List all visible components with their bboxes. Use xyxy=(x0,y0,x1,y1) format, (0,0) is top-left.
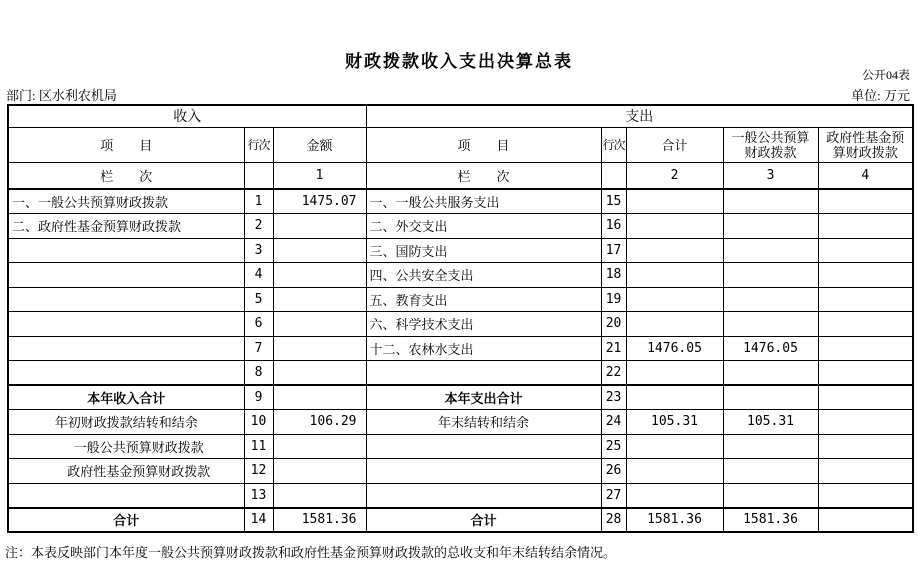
table-row xyxy=(8,410,913,435)
expense-general-budget-header: 一般公共预算财政拨款 xyxy=(723,127,818,162)
expense-row-number-cell: 28 xyxy=(601,508,626,533)
expense-general-cell xyxy=(723,483,818,508)
expense-total-cell xyxy=(626,385,723,410)
expense-row-number-cell: 18 xyxy=(601,263,626,288)
income-item-cell: 年初财政拨款结转和结余 xyxy=(8,410,244,435)
income-row-number-cell: 4 xyxy=(244,263,273,288)
expense-fund-cell xyxy=(818,214,913,239)
expense-total-cell xyxy=(626,361,723,386)
expense-general-cell: 1581.36 xyxy=(723,508,818,533)
expense-item-cell: 年末结转和结余 xyxy=(366,410,601,435)
income-amount-cell xyxy=(273,483,366,508)
income-row-number-cell: 7 xyxy=(244,336,273,361)
income-item-cell xyxy=(8,361,244,386)
table-row xyxy=(8,385,913,410)
income-item-cell: 政府性基金预算财政拨款 xyxy=(8,459,244,484)
expense-total-cell xyxy=(626,459,723,484)
unit-label: 单位: 万元 xyxy=(851,88,910,103)
expense-item-cell xyxy=(366,434,601,459)
expense-item-cell: 十二、农林水支出 xyxy=(366,336,601,361)
income-amount-cell xyxy=(273,312,366,337)
table-row xyxy=(8,361,913,386)
expense-item-cell xyxy=(366,459,601,484)
expense-total-cell xyxy=(626,238,723,263)
income-amount-cell: 1475.07 xyxy=(273,189,366,214)
section-header-row xyxy=(8,105,913,127)
footnote: 注：本表反映部门本年度一般公共预算财政拨款和政府性基金预算财政拨款的总收支和年末结转结余情况。 xyxy=(5,545,617,560)
expense-row-number-cell: 16 xyxy=(601,214,626,239)
expense-item-cell xyxy=(366,483,601,508)
table-row xyxy=(8,214,913,239)
budget-summary-table xyxy=(7,104,914,533)
expense-row-number-cell: 20 xyxy=(601,312,626,337)
expense-row-number-cell: 26 xyxy=(601,459,626,484)
income-item-cell xyxy=(8,336,244,361)
expense-fund-cell xyxy=(818,434,913,459)
expense-fund-cell xyxy=(818,287,913,312)
table-row xyxy=(8,312,913,337)
expense-fund-cell xyxy=(818,508,913,533)
expense-general-cell xyxy=(723,385,818,410)
expense-column-index-label: 栏 次 xyxy=(366,162,601,189)
income-row-number-cell: 14 xyxy=(244,508,273,533)
table-body xyxy=(8,189,913,532)
column-header-row xyxy=(8,127,913,162)
expense-row-number-cell: 19 xyxy=(601,287,626,312)
expense-fund-cell xyxy=(818,336,913,361)
table-row xyxy=(8,263,913,288)
expense-general-cell xyxy=(723,238,818,263)
expense-item-cell: 合计 xyxy=(366,508,601,533)
expense-total-index: 2 xyxy=(626,162,723,189)
income-row-number-cell: 9 xyxy=(244,385,273,410)
expense-row-number-cell: 23 xyxy=(601,385,626,410)
income-amount-cell: 106.29 xyxy=(273,410,366,435)
income-item-cell xyxy=(8,263,244,288)
income-row-number-cell: 5 xyxy=(244,287,273,312)
form-code-label: 公开04表 xyxy=(861,68,910,82)
expense-general-cell xyxy=(723,189,818,214)
income-amount-cell xyxy=(273,361,366,386)
income-row-number-cell: 2 xyxy=(244,214,273,239)
expense-row-number-cell: 25 xyxy=(601,434,626,459)
income-row-number-cell: 6 xyxy=(244,312,273,337)
expense-general-cell xyxy=(723,287,818,312)
expense-rowno-header: 行次 xyxy=(601,127,626,162)
income-item-cell: 本年收入合计 xyxy=(8,385,244,410)
expense-general-cell xyxy=(723,361,818,386)
expense-fund-cell xyxy=(818,189,913,214)
income-item-cell xyxy=(8,287,244,312)
income-section-header: 收入 xyxy=(8,105,366,127)
income-amount-cell xyxy=(273,336,366,361)
expense-gov-fund-header: 政府性基金预算财政拨款 xyxy=(818,127,913,162)
income-item-cell xyxy=(8,312,244,337)
income-amount-cell xyxy=(273,287,366,312)
expense-fund-cell xyxy=(818,361,913,386)
expense-item-header: 项 目 xyxy=(366,127,601,162)
income-row-number-cell: 10 xyxy=(244,410,273,435)
expense-row-number-cell: 17 xyxy=(601,238,626,263)
expense-general-cell: 1476.05 xyxy=(723,336,818,361)
income-item-header: 项 目 xyxy=(8,127,244,162)
expense-fund-cell xyxy=(818,410,913,435)
income-row-number-cell: 1 xyxy=(244,189,273,214)
expense-general-cell xyxy=(723,214,818,239)
expense-general-cell xyxy=(723,434,818,459)
income-rowno-header: 行次 xyxy=(244,127,273,162)
income-row-number-cell: 8 xyxy=(244,361,273,386)
expense-fund-cell xyxy=(818,459,913,484)
expense-fund-cell xyxy=(818,483,913,508)
income-amount-cell xyxy=(273,238,366,263)
expense-general-cell xyxy=(723,263,818,288)
expense-column-index-rowno-cell xyxy=(601,162,626,189)
table-row xyxy=(8,459,913,484)
income-item-cell: 合计 xyxy=(8,508,244,533)
expense-row-number-cell: 27 xyxy=(601,483,626,508)
expense-row-number-cell: 24 xyxy=(601,410,626,435)
income-amount-header: 金额 xyxy=(273,127,366,162)
expense-general-index: 3 xyxy=(723,162,818,189)
table-row xyxy=(8,508,913,533)
expense-item-cell: 二、外交支出 xyxy=(366,214,601,239)
table-row xyxy=(8,287,913,312)
expense-total-cell: 1581.36 xyxy=(626,508,723,533)
income-item-cell: 一般公共预算财政拨款 xyxy=(8,434,244,459)
expense-total-cell xyxy=(626,434,723,459)
income-amount-cell xyxy=(273,434,366,459)
expense-item-cell: 六、科学技术支出 xyxy=(366,312,601,337)
expense-item-cell: 四、公共安全支出 xyxy=(366,263,601,288)
expense-fund-cell xyxy=(818,385,913,410)
expense-total-header: 合计 xyxy=(626,127,723,162)
expense-total-cell xyxy=(626,263,723,288)
expense-row-number-cell: 22 xyxy=(601,361,626,386)
table-row xyxy=(8,434,913,459)
expense-fund-cell xyxy=(818,312,913,337)
expense-fund-index: 4 xyxy=(818,162,913,189)
expense-general-cell xyxy=(723,459,818,484)
income-item-cell xyxy=(8,483,244,508)
table-row xyxy=(8,336,913,361)
expense-total-cell xyxy=(626,189,723,214)
income-row-number-cell: 13 xyxy=(244,483,273,508)
department-label: 部门: 区水利农机局 xyxy=(6,88,117,103)
expense-fund-cell xyxy=(818,238,913,263)
expense-section-header: 支出 xyxy=(366,105,913,127)
expense-item-cell: 三、国防支出 xyxy=(366,238,601,263)
income-item-cell: 二、政府性基金预算财政拨款 xyxy=(8,214,244,239)
income-column-index-label: 栏 次 xyxy=(8,162,244,189)
expense-total-cell xyxy=(626,287,723,312)
expense-total-cell xyxy=(626,312,723,337)
page-title: 财政拨款收入支出决算总表 xyxy=(345,52,573,71)
expense-total-cell: 105.31 xyxy=(626,410,723,435)
expense-general-cell: 105.31 xyxy=(723,410,818,435)
expense-fund-cell xyxy=(818,263,913,288)
income-row-number-cell: 3 xyxy=(244,238,273,263)
income-row-number-cell: 11 xyxy=(244,434,273,459)
income-amount-cell: 1581.36 xyxy=(273,508,366,533)
income-column-index-rowno-cell xyxy=(244,162,273,189)
expense-row-number-cell: 15 xyxy=(601,189,626,214)
income-amount-cell xyxy=(273,263,366,288)
expense-total-cell xyxy=(626,483,723,508)
expense-total-cell: 1476.05 xyxy=(626,336,723,361)
income-row-number-cell: 12 xyxy=(244,459,273,484)
income-amount-cell xyxy=(273,214,366,239)
expense-total-cell xyxy=(626,214,723,239)
expense-item-cell: 本年支出合计 xyxy=(366,385,601,410)
expense-item-cell xyxy=(366,361,601,386)
table-row xyxy=(8,238,913,263)
table-row xyxy=(8,189,913,214)
column-index-row xyxy=(8,162,913,189)
expense-row-number-cell: 21 xyxy=(601,336,626,361)
expense-item-cell: 一、一般公共服务支出 xyxy=(366,189,601,214)
expense-general-cell xyxy=(723,312,818,337)
income-amount-index: 1 xyxy=(273,162,366,189)
income-amount-cell xyxy=(273,385,366,410)
expense-item-cell: 五、教育支出 xyxy=(366,287,601,312)
table-row xyxy=(8,483,913,508)
income-item-cell xyxy=(8,238,244,263)
income-amount-cell xyxy=(273,459,366,484)
income-item-cell: 一、一般公共预算财政拨款 xyxy=(8,189,244,214)
